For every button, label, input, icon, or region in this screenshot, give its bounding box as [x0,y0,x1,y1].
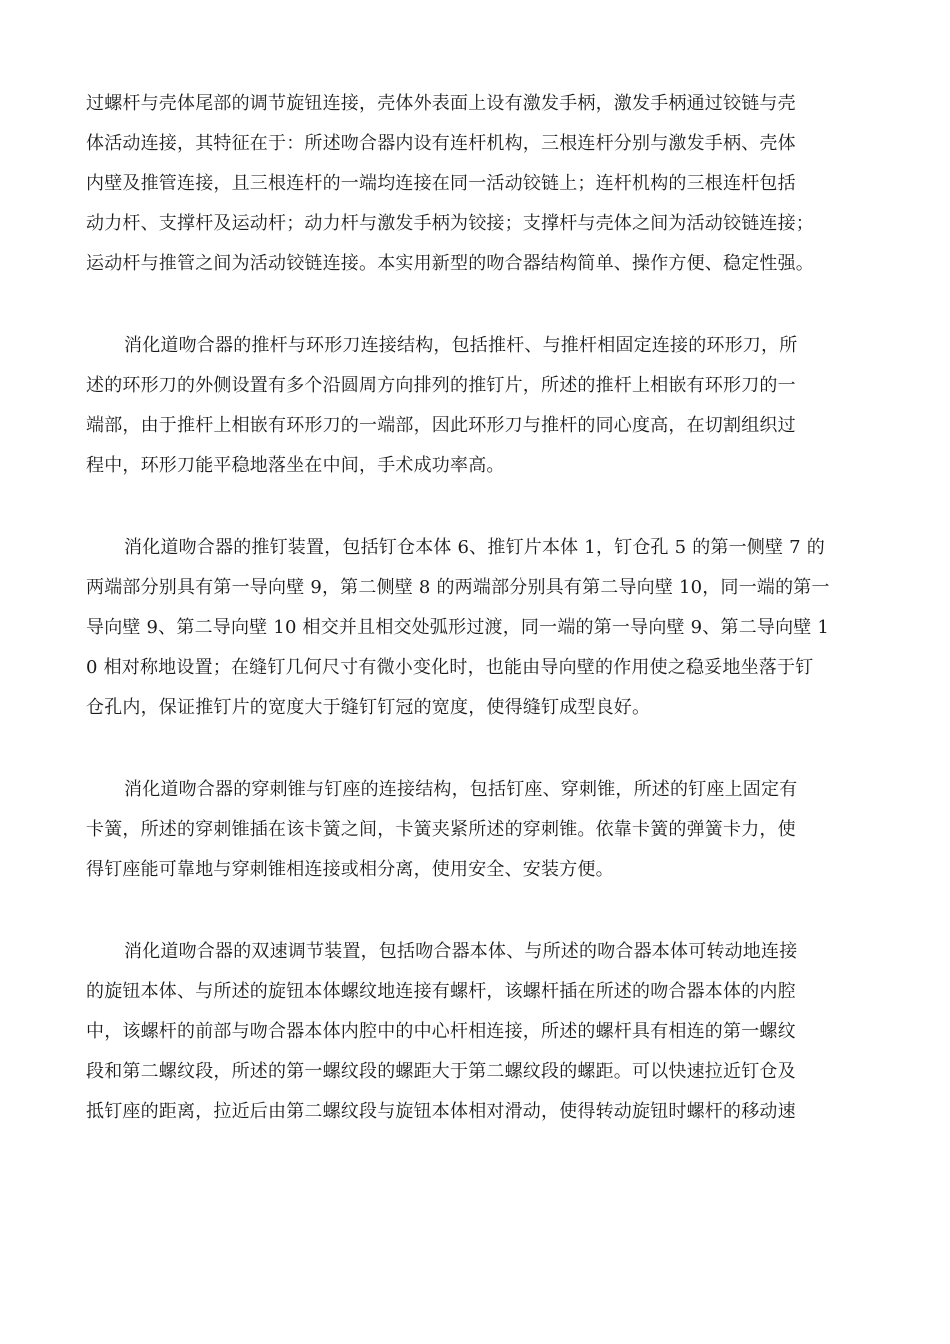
text-line: 0 相对称地设置；在缝钉几何尺寸有微小变化时，也能由导向壁的作用使之稳妥地坐落于钉 [86,657,814,678]
text-line: 内壁及推管连接，且三根连杆的一端均连接在同一活动铰链上；连杆机构的三根连杆包括 [86,173,796,194]
paragraph-3 [86,528,878,728]
text-line: 程中，环形刀能平稳地落坐在中间，手术成功率高。 [86,455,505,476]
text-line: 段和第二螺纹段，所述的第一螺纹段的螺距大于第二螺纹段的螺距。可以快速拉近钉仓及 [86,1061,796,1082]
text-line: 体活动连接，其特征在于：所述吻合器内设有连杆机构，三根连杆分别与激发手柄、壳体 [86,133,796,154]
text-line: 端部，由于推杆上相嵌有环形刀的一端部，因此环形刀与推杆的同心度高，在切割组织过 [86,415,796,436]
text-line: 消化道吻合器的双速调节装置，包括吻合器本体、与所述的吻合器本体可转动地连接 [124,941,798,962]
text-line: 动力杆、支撑杆及运动杆；动力杆与激发手柄为铰接；支撑杆与壳体之间为活动铰链连接； [86,213,814,234]
paragraph-gap [86,486,878,528]
text-line: 消化道吻合器的穿刺锥与钉座的连接结构，包括钉座、穿刺锥，所述的钉座上固定有 [124,779,798,800]
text-line: 导向壁 9、第二导向壁 10 相交并且相交处弧形过渡，同一端的第一导向壁 9、第二导向壁 1 [86,617,830,638]
paragraph-2 [86,326,878,486]
paragraph-1 [86,84,878,284]
paragraph-gap [86,890,878,932]
text-line: 两端部分别具有第一导向壁 9，第二侧壁 8 的两端部分别具有第二导向壁 10，同一端的第一 [86,577,830,598]
text-line: 中，该螺杆的前部与吻合器本体内腔中的中心杆相连接，所述的螺杆具有相连的第一螺纹 [86,1021,796,1042]
text-line: 消化道吻合器的推杆与环形刀连接结构，包括推杆、与推杆相固定连接的环形刀，所 [124,335,798,356]
text-line: 卡簧，所述的穿刺锥插在该卡簧之间，卡簧夹紧所述的穿刺锥。依靠卡簧的弹簧卡力，使 [86,819,796,840]
text-line: 仓孔内，保证推钉片的宽度大于缝钉钉冠的宽度，使得缝钉成型良好。 [86,697,651,718]
document-body [86,84,878,1132]
text-line: 消化道吻合器的推钉装置，包括钉仓本体 6、推钉片本体 1，钉仓孔 5 的第一侧壁 7 的 [124,537,825,558]
text-line: 过螺杆与壳体尾部的调节旋钮连接，壳体外表面上设有激发手柄，激发手柄通过铰链与壳 [86,93,796,114]
paragraph-gap [86,284,878,326]
text-line: 抵钉座的距离，拉近后由第二螺纹段与旋钮本体相对滑动，使得转动旋钮时螺杆的移动速 [86,1101,796,1122]
paragraph-gap [86,728,878,770]
paragraph-4 [86,770,878,890]
paragraph-5 [86,932,878,1132]
text-line: 得钉座能可靠地与穿刺锥相连接或相分离，使用安全、安装方便。 [86,859,614,880]
text-line: 述的环形刀的外侧设置有多个沿圆周方向排列的推钉片，所述的推杆上相嵌有环形刀的一 [86,375,796,396]
text-line: 的旋钮本体、与所述的旋钮本体螺纹地连接有螺杆，该螺杆插在所述的吻合器本体的内腔 [86,981,796,1002]
text-line: 运动杆与推管之间为活动铰链连接。本实用新型的吻合器结构简单、操作方便、稳定性强。 [86,253,814,274]
